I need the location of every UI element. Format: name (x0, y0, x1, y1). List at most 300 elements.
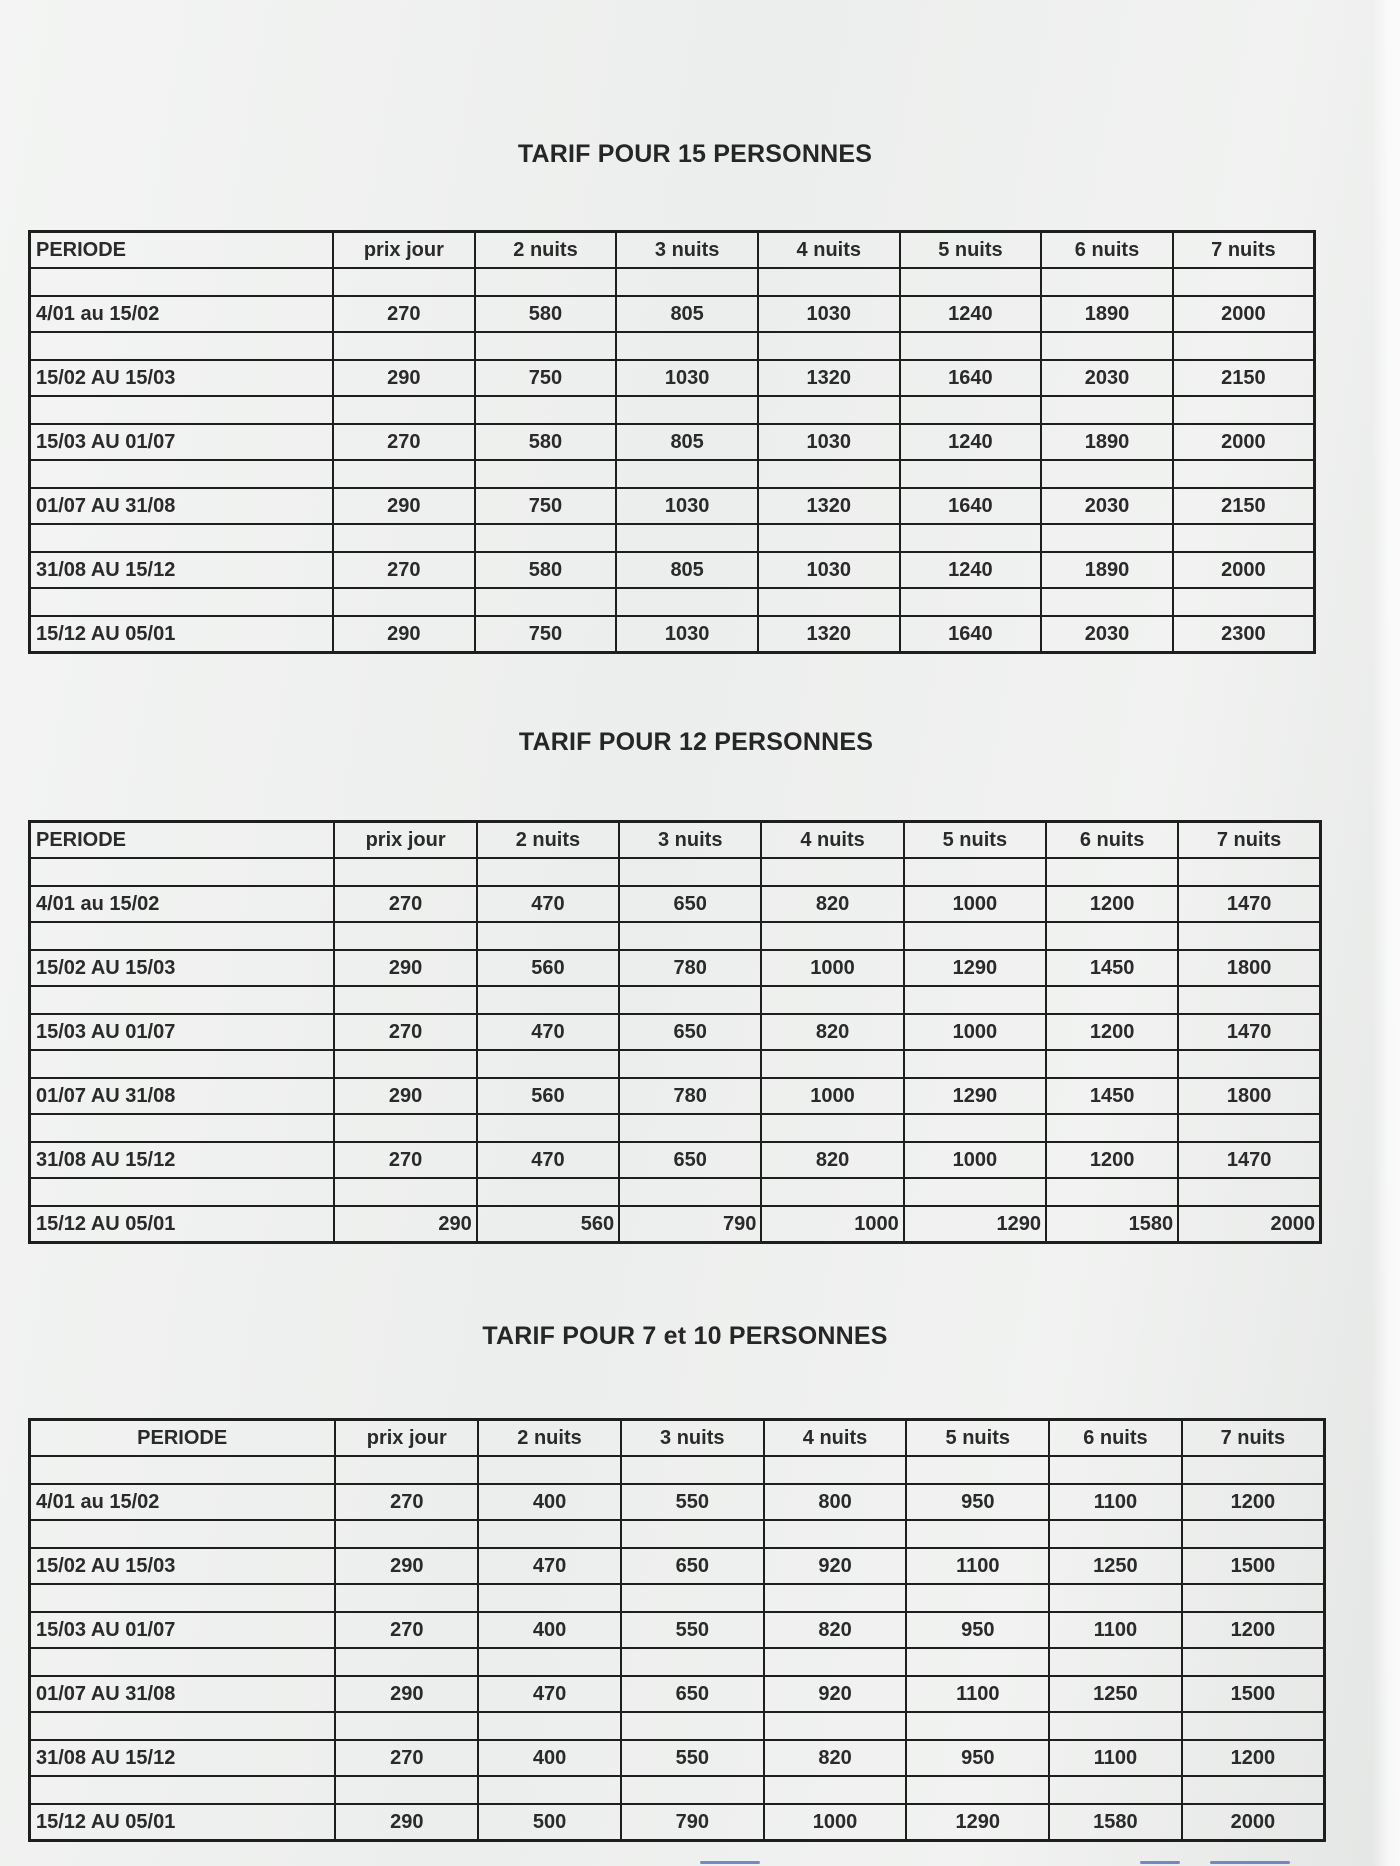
empty-cell (478, 1648, 621, 1676)
price-cell: 780 (619, 950, 761, 986)
price-cell: 270 (333, 424, 475, 460)
price-cell: 1890 (1041, 424, 1173, 460)
header-cell: 2 nuits (475, 232, 617, 269)
price-cell: 1030 (758, 296, 900, 332)
empty-cell (761, 1114, 903, 1142)
empty-cell (1178, 1178, 1320, 1206)
empty-cell (477, 858, 619, 886)
price-cell: 1290 (904, 1206, 1046, 1243)
empty-cell (900, 588, 1042, 616)
empty-cell (1041, 588, 1173, 616)
price-cell: 650 (621, 1676, 764, 1712)
header-cell: prix jour (333, 232, 475, 269)
price-cell: 270 (335, 1484, 478, 1520)
empty-cell (478, 1712, 621, 1740)
price-cell: 1640 (900, 616, 1042, 653)
price-cell: 270 (334, 1014, 476, 1050)
price-cell: 580 (475, 424, 617, 460)
price-cell: 1890 (1041, 552, 1173, 588)
price-cell: 1240 (900, 552, 1042, 588)
empty-cell (30, 1712, 336, 1740)
empty-cell (1173, 268, 1315, 296)
empty-cell (906, 1648, 1049, 1676)
price-cell: 1500 (1182, 1676, 1325, 1712)
price-cell: 290 (334, 1206, 476, 1243)
price-cell: 580 (475, 552, 617, 588)
table-header-row (30, 1420, 1325, 1457)
price-cell: 1470 (1178, 886, 1320, 922)
header-cell: 2 nuits (477, 822, 619, 859)
price-cell: 805 (616, 296, 758, 332)
price-cell: 1000 (761, 1078, 903, 1114)
empty-cell (30, 1520, 336, 1548)
header-cell: 3 nuits (616, 232, 758, 269)
empty-cell (30, 1776, 336, 1804)
empty-cell (761, 922, 903, 950)
empty-row (30, 268, 1315, 296)
empty-cell (1178, 986, 1320, 1014)
empty-cell (761, 986, 903, 1014)
price-cell: 1800 (1178, 1078, 1320, 1114)
empty-cell (478, 1520, 621, 1548)
empty-cell (758, 396, 900, 424)
empty-cell (1178, 858, 1320, 886)
empty-cell (764, 1648, 907, 1676)
empty-cell (621, 1712, 764, 1740)
header-cell: prix jour (334, 822, 476, 859)
period-cell: 15/12 AU 05/01 (30, 1206, 335, 1243)
table-header-row (30, 822, 1321, 859)
period-cell: 4/01 au 15/02 (30, 296, 334, 332)
empty-cell (904, 922, 1046, 950)
price-cell: 470 (478, 1548, 621, 1584)
empty-cell (758, 460, 900, 488)
period-cell: 4/01 au 15/02 (30, 886, 335, 922)
table-row (30, 1740, 1325, 1776)
empty-cell (1173, 332, 1315, 360)
period-cell: 31/08 AU 15/12 (30, 1740, 336, 1776)
price-cell: 1290 (904, 950, 1046, 986)
price-cell: 650 (619, 1014, 761, 1050)
price-cell: 1000 (904, 1142, 1046, 1178)
empty-cell (758, 332, 900, 360)
empty-cell (1046, 986, 1178, 1014)
price-cell: 820 (764, 1612, 907, 1648)
empty-cell (30, 396, 334, 424)
price-cell: 400 (478, 1740, 621, 1776)
empty-cell (478, 1584, 621, 1612)
price-cell: 2030 (1041, 360, 1173, 396)
price-cell: 1800 (1178, 950, 1320, 986)
price-cell: 270 (335, 1740, 478, 1776)
period-cell: 15/02 AU 15/03 (30, 360, 334, 396)
empty-cell (478, 1456, 621, 1484)
price-cell: 1000 (761, 950, 903, 986)
empty-cell (758, 524, 900, 552)
header-cell: 6 nuits (1041, 232, 1173, 269)
handwriting-stroke (1210, 1861, 1290, 1864)
empty-cell (1049, 1776, 1182, 1804)
title-7-10-personnes: TARIF POUR 7 et 10 PERSONNES (482, 1322, 888, 1350)
empty-row (30, 1712, 1325, 1740)
table-row (30, 296, 1315, 332)
empty-cell (1046, 1050, 1178, 1078)
empty-cell (1178, 1114, 1320, 1142)
empty-row (30, 1114, 1321, 1142)
empty-cell (906, 1776, 1049, 1804)
empty-cell (616, 524, 758, 552)
empty-cell (900, 332, 1042, 360)
price-cell: 1030 (616, 360, 758, 396)
empty-cell (1182, 1712, 1325, 1740)
empty-cell (334, 1114, 476, 1142)
empty-row (30, 1648, 1325, 1676)
table-row (30, 552, 1315, 588)
table-row (30, 1548, 1325, 1584)
price-cell: 1000 (904, 1014, 1046, 1050)
price-cell: 290 (333, 488, 475, 524)
empty-cell (1178, 1050, 1320, 1078)
empty-cell (621, 1520, 764, 1548)
price-cell: 1200 (1182, 1740, 1325, 1776)
price-cell: 820 (761, 1142, 903, 1178)
empty-cell (619, 986, 761, 1014)
empty-cell (475, 524, 617, 552)
period-cell: 31/08 AU 15/12 (30, 552, 334, 588)
empty-cell (1182, 1648, 1325, 1676)
price-cell: 400 (478, 1484, 621, 1520)
empty-cell (478, 1776, 621, 1804)
empty-cell (475, 332, 617, 360)
empty-row (30, 332, 1315, 360)
price-cell: 1030 (758, 424, 900, 460)
empty-cell (333, 588, 475, 616)
empty-cell (764, 1456, 907, 1484)
header-cell: 6 nuits (1046, 822, 1178, 859)
price-cell: 580 (475, 296, 617, 332)
price-cell: 290 (335, 1548, 478, 1584)
price-cell: 920 (764, 1548, 907, 1584)
price-cell: 1100 (1049, 1484, 1182, 1520)
price-cell: 1000 (764, 1804, 907, 1841)
empty-cell (30, 268, 334, 296)
price-cell: 270 (333, 296, 475, 332)
empty-cell (1041, 268, 1173, 296)
price-cell: 2030 (1041, 616, 1173, 653)
empty-cell (334, 986, 476, 1014)
price-cell: 270 (334, 886, 476, 922)
price-cell: 550 (621, 1484, 764, 1520)
empty-cell (621, 1584, 764, 1612)
empty-cell (30, 1114, 335, 1142)
price-cell: 470 (477, 886, 619, 922)
empty-cell (30, 460, 334, 488)
price-cell: 560 (477, 950, 619, 986)
price-cell: 1580 (1049, 1804, 1182, 1841)
empty-cell (621, 1776, 764, 1804)
price-cell: 1500 (1182, 1548, 1325, 1584)
table-row (30, 488, 1315, 524)
price-cell: 2000 (1182, 1804, 1325, 1841)
empty-cell (1182, 1520, 1325, 1548)
period-cell: 31/08 AU 15/12 (30, 1142, 335, 1178)
handwriting-stroke (700, 1861, 760, 1864)
price-cell: 1100 (906, 1548, 1049, 1584)
empty-cell (1182, 1584, 1325, 1612)
empty-cell (1049, 1456, 1182, 1484)
empty-cell (1173, 524, 1315, 552)
empty-cell (906, 1712, 1049, 1740)
price-cell: 470 (477, 1142, 619, 1178)
empty-cell (1041, 396, 1173, 424)
empty-cell (1173, 460, 1315, 488)
empty-cell (335, 1456, 478, 1484)
empty-cell (1173, 588, 1315, 616)
empty-cell (333, 396, 475, 424)
price-cell: 560 (477, 1206, 619, 1243)
price-cell: 1200 (1182, 1484, 1325, 1520)
empty-cell (621, 1648, 764, 1676)
table-7-10-personnes (28, 1418, 1326, 1842)
price-cell: 1450 (1046, 950, 1178, 986)
empty-row (30, 396, 1315, 424)
empty-cell (764, 1520, 907, 1548)
price-cell: 950 (906, 1484, 1049, 1520)
empty-row (30, 1776, 1325, 1804)
period-cell: 15/02 AU 15/03 (30, 1548, 336, 1584)
empty-cell (335, 1712, 478, 1740)
empty-cell (900, 396, 1042, 424)
price-cell: 1580 (1046, 1206, 1178, 1243)
price-cell: 270 (334, 1142, 476, 1178)
empty-cell (335, 1776, 478, 1804)
title-15-personnes: TARIF POUR 15 PERSONNES (517, 140, 873, 168)
price-cell: 1100 (906, 1676, 1049, 1712)
empty-cell (334, 858, 476, 886)
price-cell: 270 (333, 552, 475, 588)
table-row (30, 616, 1315, 653)
header-cell: 7 nuits (1178, 822, 1320, 859)
price-cell: 1320 (758, 360, 900, 396)
empty-cell (904, 1178, 1046, 1206)
empty-row (30, 922, 1321, 950)
empty-cell (619, 922, 761, 950)
empty-cell (1049, 1520, 1182, 1548)
price-cell: 805 (616, 424, 758, 460)
empty-cell (475, 460, 617, 488)
empty-cell (30, 858, 335, 886)
price-cell: 1250 (1049, 1676, 1182, 1712)
header-cell: 7 nuits (1173, 232, 1315, 269)
empty-cell (334, 1050, 476, 1078)
header-cell: 3 nuits (619, 822, 761, 859)
price-cell: 950 (906, 1740, 1049, 1776)
price-cell: 780 (619, 1078, 761, 1114)
empty-cell (764, 1584, 907, 1612)
price-cell: 290 (333, 360, 475, 396)
empty-cell (906, 1520, 1049, 1548)
handwriting-stroke (1140, 1861, 1180, 1864)
price-cell: 650 (619, 886, 761, 922)
table-15-personnes (28, 230, 1316, 654)
empty-cell (904, 1050, 1046, 1078)
empty-row (30, 858, 1321, 886)
period-cell: 4/01 au 15/02 (30, 1484, 336, 1520)
price-cell: 1200 (1046, 1142, 1178, 1178)
price-cell: 1200 (1046, 886, 1178, 922)
price-cell: 290 (334, 1078, 476, 1114)
empty-cell (1182, 1456, 1325, 1484)
price-cell: 800 (764, 1484, 907, 1520)
price-cell: 1290 (904, 1078, 1046, 1114)
period-cell: 15/12 AU 05/01 (30, 616, 334, 653)
empty-cell (1178, 922, 1320, 950)
header-cell: 6 nuits (1049, 1420, 1182, 1457)
price-cell: 2030 (1041, 488, 1173, 524)
price-cell: 1030 (616, 488, 758, 524)
header-periode: PERIODE (30, 822, 335, 859)
empty-cell (1049, 1648, 1182, 1676)
price-cell: 1890 (1041, 296, 1173, 332)
table-row (30, 886, 1321, 922)
price-cell: 820 (764, 1740, 907, 1776)
empty-cell (477, 922, 619, 950)
empty-row (30, 1584, 1325, 1612)
empty-cell (30, 588, 334, 616)
period-cell: 01/07 AU 31/08 (30, 488, 334, 524)
price-cell: 1000 (904, 886, 1046, 922)
price-cell: 750 (475, 360, 617, 396)
empty-row (30, 986, 1321, 1014)
empty-cell (477, 986, 619, 1014)
empty-cell (900, 460, 1042, 488)
empty-cell (30, 1456, 336, 1484)
header-cell: 2 nuits (478, 1420, 621, 1457)
price-cell: 290 (335, 1676, 478, 1712)
empty-cell (477, 1178, 619, 1206)
empty-cell (30, 524, 334, 552)
price-cell: 950 (906, 1612, 1049, 1648)
price-cell: 400 (478, 1612, 621, 1648)
price-cell: 790 (619, 1206, 761, 1243)
empty-cell (761, 1050, 903, 1078)
price-cell: 550 (621, 1740, 764, 1776)
price-cell: 1240 (900, 296, 1042, 332)
empty-cell (333, 332, 475, 360)
price-cell: 270 (335, 1612, 478, 1648)
empty-cell (619, 1114, 761, 1142)
empty-cell (761, 1178, 903, 1206)
header-cell: 5 nuits (900, 232, 1042, 269)
price-cell: 1320 (758, 616, 900, 653)
table-row (30, 1612, 1325, 1648)
empty-cell (334, 922, 476, 950)
price-cell: 2000 (1173, 296, 1315, 332)
price-cell: 500 (478, 1804, 621, 1841)
empty-cell (30, 922, 335, 950)
table-row (30, 1014, 1321, 1050)
price-cell: 1200 (1182, 1612, 1325, 1648)
table-row (30, 1804, 1325, 1841)
header-periode: PERIODE (30, 232, 334, 269)
price-cell: 1240 (900, 424, 1042, 460)
empty-cell (335, 1584, 478, 1612)
empty-cell (30, 1050, 335, 1078)
price-cell: 1250 (1049, 1548, 1182, 1584)
header-cell: prix jour (335, 1420, 478, 1457)
price-cell: 750 (475, 488, 617, 524)
price-cell: 750 (475, 616, 617, 653)
empty-cell (30, 1584, 336, 1612)
header-cell: 7 nuits (1182, 1420, 1325, 1457)
price-cell: 1100 (1049, 1740, 1182, 1776)
empty-cell (1049, 1712, 1182, 1740)
period-cell: 15/12 AU 05/01 (30, 1804, 336, 1841)
price-cell: 1030 (616, 616, 758, 653)
empty-row (30, 460, 1315, 488)
empty-cell (619, 858, 761, 886)
empty-cell (761, 858, 903, 886)
empty-cell (1049, 1584, 1182, 1612)
table-row (30, 1078, 1321, 1114)
price-cell: 1200 (1046, 1014, 1178, 1050)
empty-row (30, 1178, 1321, 1206)
price-cell: 2000 (1173, 552, 1315, 588)
period-cell: 01/07 AU 31/08 (30, 1078, 335, 1114)
price-cell: 650 (619, 1142, 761, 1178)
empty-cell (333, 524, 475, 552)
price-cell: 470 (477, 1014, 619, 1050)
empty-cell (335, 1520, 478, 1548)
table-row (30, 1142, 1321, 1178)
empty-cell (333, 268, 475, 296)
price-cell: 1000 (761, 1206, 903, 1243)
table-row (30, 1484, 1325, 1520)
empty-cell (904, 1114, 1046, 1142)
empty-cell (30, 1178, 335, 1206)
empty-cell (335, 1648, 478, 1676)
empty-cell (764, 1776, 907, 1804)
price-cell: 805 (616, 552, 758, 588)
price-cell: 1640 (900, 360, 1042, 396)
price-cell: 1470 (1178, 1142, 1320, 1178)
empty-cell (906, 1584, 1049, 1612)
empty-cell (1046, 1178, 1178, 1206)
empty-cell (1182, 1776, 1325, 1804)
empty-cell (904, 858, 1046, 886)
period-cell: 15/03 AU 01/07 (30, 1014, 335, 1050)
price-cell: 1450 (1046, 1078, 1178, 1114)
empty-cell (758, 268, 900, 296)
header-cell: 5 nuits (904, 822, 1046, 859)
header-cell: 5 nuits (906, 1420, 1049, 1457)
price-cell: 290 (334, 950, 476, 986)
price-cell: 1100 (1049, 1612, 1182, 1648)
price-cell: 2000 (1178, 1206, 1320, 1243)
price-cell: 1320 (758, 488, 900, 524)
empty-cell (1046, 922, 1178, 950)
empty-cell (1041, 332, 1173, 360)
price-cell: 560 (477, 1078, 619, 1114)
period-cell: 15/03 AU 01/07 (30, 424, 334, 460)
price-cell: 2150 (1173, 360, 1315, 396)
header-cell: 4 nuits (758, 232, 900, 269)
empty-row (30, 524, 1315, 552)
period-cell: 15/03 AU 01/07 (30, 1612, 336, 1648)
empty-row (30, 588, 1315, 616)
period-cell: 01/07 AU 31/08 (30, 1676, 336, 1712)
price-cell: 790 (621, 1804, 764, 1841)
